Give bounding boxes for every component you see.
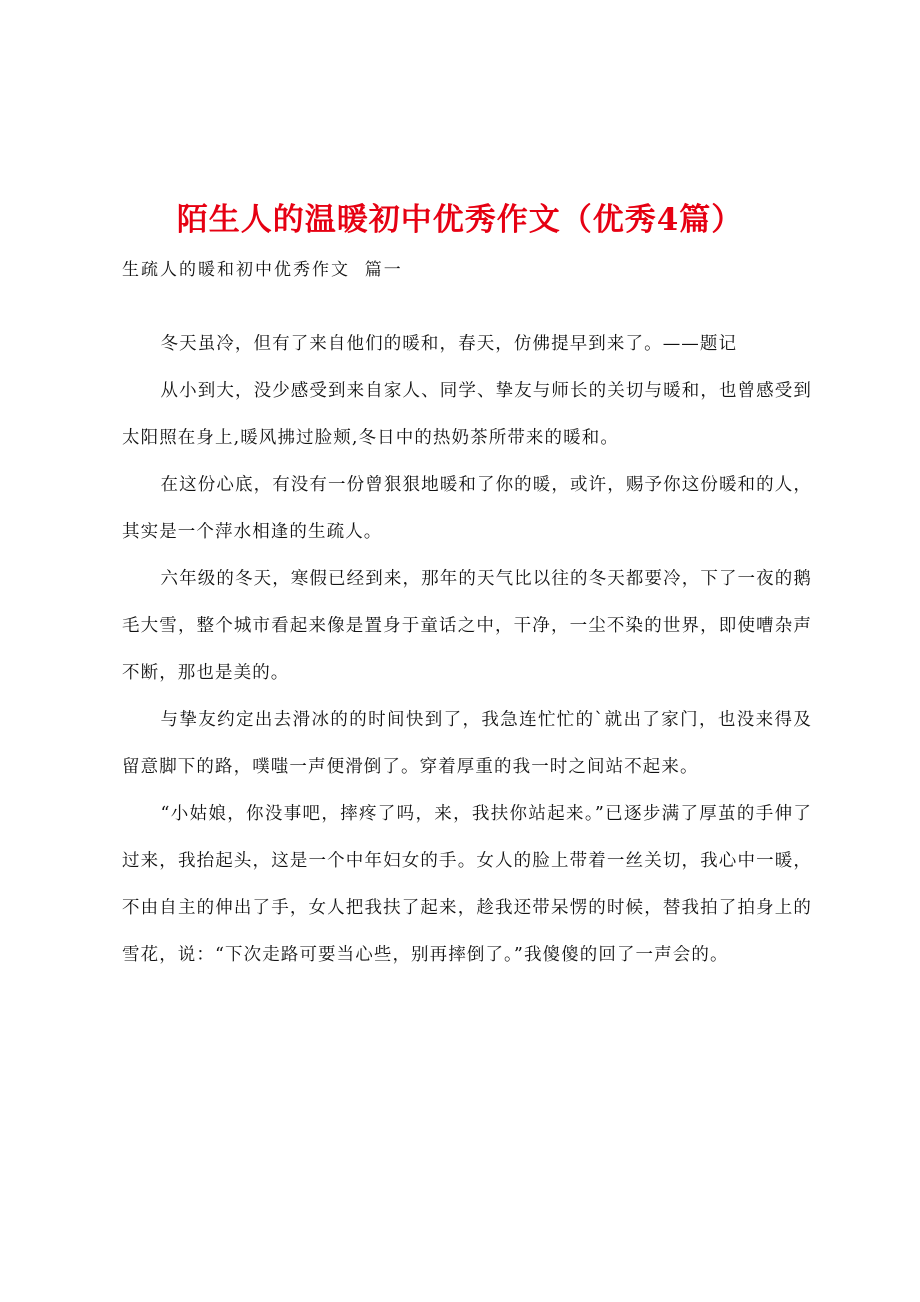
paragraph: 从小到大，没少感受到来自家人、同学、挚友与师长的关切与暖和，也曾感受到太阳照在身上,暖风拂过脸颊,冬日中的热奶茶所带来的暖和。 bbox=[122, 381, 812, 448]
article-body bbox=[122, 321, 812, 979]
document-title: 陌生人的温暖初中优秀作文（优秀4篇） bbox=[176, 202, 744, 238]
paragraph: 与挚友约定出去滑冰的的时间快到了，我急连忙忙的`就出了家门，也没来得及留意脚下的路，噗嗤一声便滑倒了。穿着厚重的我一时之间站不起来。 bbox=[122, 710, 812, 777]
paragraph: “小姑娘，你没事吧，摔疼了吗，来，我扶你站起来。”已逐步满了厚茧的手伸了过来，我抬起头，这是一个中年妇女的手。女人的脸上带着一丝关切，我心中一暖，不由自主的伸出了手，女人把我扶了起来，趁我还带呆愣的时候，替我拍了拍身上的雪花，说：“下次走路可要当心些，别再摔倒了。”我傻傻的回了一声会的。 bbox=[122, 804, 812, 965]
paragraph: 六年级的冬天，寒假已经到来，那年的天气比以往的冬天都要冷，下了一夜的鹅毛大雪，整个城市看起来像是置身于童话之中，干净，一尘不染的世界，即使嘈杂声不断，那也是美的。 bbox=[122, 569, 812, 683]
paragraph-epigraph: 冬天虽冷，但有了来自他们的暖和，春天，仿佛提早到来了。——题记 bbox=[160, 334, 738, 354]
section-heading: 生疏人的暖和初中优秀作文 篇一 bbox=[122, 260, 403, 280]
paragraph: 在这份心底，有没有一份曾狠狠地暖和了你的暖，或许，赐予你这份暖和的人，其实是一个萍水相逢的生疏人。 bbox=[122, 475, 812, 542]
